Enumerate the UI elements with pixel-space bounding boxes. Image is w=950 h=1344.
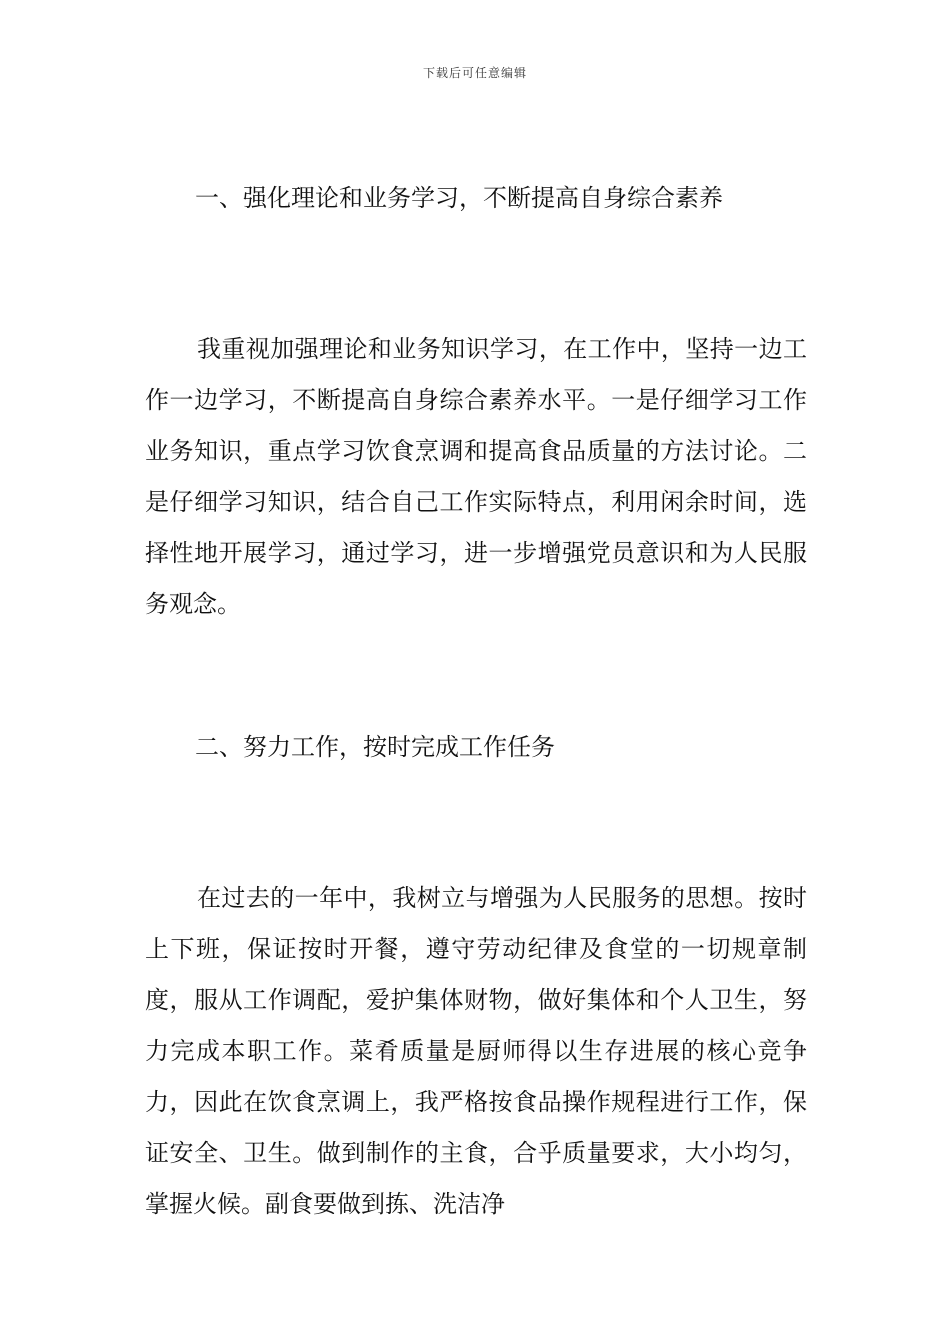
section-heading-2: 二、努力工作，按时完成工作任务 bbox=[195, 733, 555, 761]
header-note: 下载后可任意编辑 bbox=[422, 66, 527, 80]
section-paragraph-1: 我重视加强理论和业务知识学习，在工作中，坚持一边工作一边学习，不断提高自身综合素养水平。一是仔细学习工作业务知识，重点学习饮食烹调和提高食品质量的方法讨论。二是仔细学习知识，结合自己工作实际特点，利用闲余时间，选择性地开展学习，通过学习，进一步增强党员意识和为人民服务观念。 bbox=[145, 335, 807, 618]
section-heading-1: 一、强化理论和业务学习，不断提高自身综合素养 bbox=[195, 184, 723, 212]
section-paragraph-2: 在过去的一年中，我树立与增强为人民服务的思想。按时上下班，保证按时开餐，遵守劳动纪律及食堂的一切规章制度，服从工作调配，爱护集体财物，做好集体和个人卫生，努力完成本职工作。菜肴质量是厨师得以生存进展的核心竞争力，因此在饮食烹调上，我严格按食品操作规程进行工作，保证安全、卫生。做到制作的主食，合乎质量要求，大小均匀，掌握火候。副食要做到拣、洗洁净 bbox=[145, 884, 807, 1218]
